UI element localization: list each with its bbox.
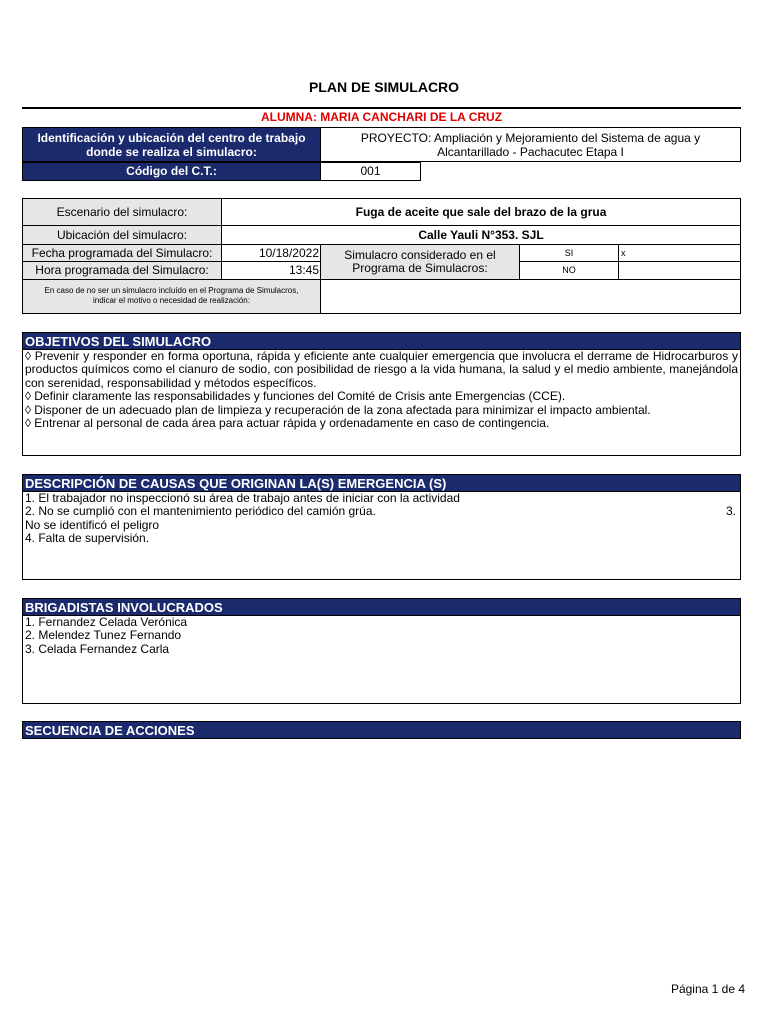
brigadistas-heading: BRIGADISTAS INVOLUCRADOS bbox=[22, 598, 741, 616]
reason-value bbox=[320, 279, 741, 314]
objetivo-item: ◊ Entrenar al personal de cada área para actuar rápida y ordenadamente en caso de contingencia. bbox=[25, 416, 550, 431]
causa-item: 1. El trabajador no inspeccionó su área de trabajo antes de iniciar con la actividad bbox=[25, 491, 460, 505]
brigadistas-body bbox=[22, 615, 741, 704]
brigadista-item: 3. Celada Fernandez Carla bbox=[25, 641, 170, 656]
code-label: Código del C.T.: bbox=[22, 162, 321, 181]
objetivo-item: ◊ Disponer de un adecuado plan de limpieza y recuperación de la zona afectada para minimizar el impacto ambiental. bbox=[25, 402, 651, 417]
escenario-value: Fuga de aceite que sale del brazo de la grua bbox=[221, 198, 741, 226]
causa-row bbox=[25, 505, 738, 518]
identification-label: Identificación y ubicación del centro de trabajo donde se realiza el simulacro: bbox=[22, 127, 321, 162]
page-number: Página 1 de 4 bbox=[670, 982, 745, 996]
hora-value: 13:45 bbox=[221, 261, 321, 280]
fecha-label: Fecha programada del Simulacro: bbox=[22, 244, 222, 262]
reason-label: En caso de no ser un simulacro incluído en el Programa de Simulacros, indicar el motivo o necesidad de realización: bbox=[22, 279, 321, 314]
student-name: ALUMNA: MARIA CANCHARI DE LA CRUZ bbox=[260, 110, 503, 124]
no-mark bbox=[618, 261, 741, 280]
objetivo-item: ◊ Definir claramente las responsabilidades y funciones del Comité de Crisis ante Emergencias (CCE). bbox=[25, 389, 566, 404]
objetivo-item: ◊ Prevenir y responder en forma oportuna, rápida y eficiente ante cualquier emergencia que involucra el derrame de Hidrocarburos y productos químicos como el cianuro de sodio, con posibilidad de riesgo a la vida humana, la salud y el medio ambiente, manejándola con serenidad, responsabilidad y métodos específicos. bbox=[25, 349, 738, 390]
causa-item: 2. No se cumplió con el mantenimiento periódico del camión grúa. bbox=[25, 504, 376, 519]
title-divider bbox=[22, 107, 741, 109]
secuencia-heading: SECUENCIA DE ACCIONES bbox=[22, 721, 741, 739]
causa-item-number: 3. bbox=[725, 504, 736, 519]
causa-item: No se identificó el peligro bbox=[25, 517, 160, 532]
causa-item: 4. Falta de supervisión. bbox=[25, 531, 150, 546]
si-mark: x bbox=[618, 244, 741, 262]
code-value: 001 bbox=[320, 162, 421, 181]
identification-value: PROYECTO: Ampliación y Mejoramiento del Sistema de agua y Alcantarillado - Pachacutec Etapa I bbox=[320, 127, 741, 162]
brigadista-item: 1. Fernandez Celada Verónica bbox=[25, 615, 188, 629]
fecha-value: 10/18/2022 bbox=[221, 244, 321, 262]
objetivos-body bbox=[22, 349, 741, 456]
causas-heading: DESCRIPCIÓN DE CAUSAS QUE ORIGINAN LA(S) EMERGENCIA (S) bbox=[22, 474, 741, 492]
brigadista-item: 2. Melendez Tunez Fernando bbox=[25, 628, 182, 643]
page-title: PLAN DE SIMULACRO bbox=[308, 79, 460, 95]
ubicacion-label: Ubicación del simulacro: bbox=[22, 225, 222, 245]
hora-label: Hora programada del Simulacro: bbox=[22, 261, 222, 280]
causas-body bbox=[22, 491, 741, 580]
objetivos-heading: OBJETIVOS DEL SIMULACRO bbox=[22, 332, 741, 350]
si-label: SI bbox=[519, 244, 619, 262]
ubicacion-value: Calle Yauli N°353. SJL bbox=[221, 225, 741, 245]
escenario-label: Escenario del simulacro: bbox=[22, 198, 222, 226]
considerado-label: Simulacro considerado en el Programa de Simulacros: bbox=[320, 244, 520, 280]
no-label: NO bbox=[519, 261, 619, 280]
